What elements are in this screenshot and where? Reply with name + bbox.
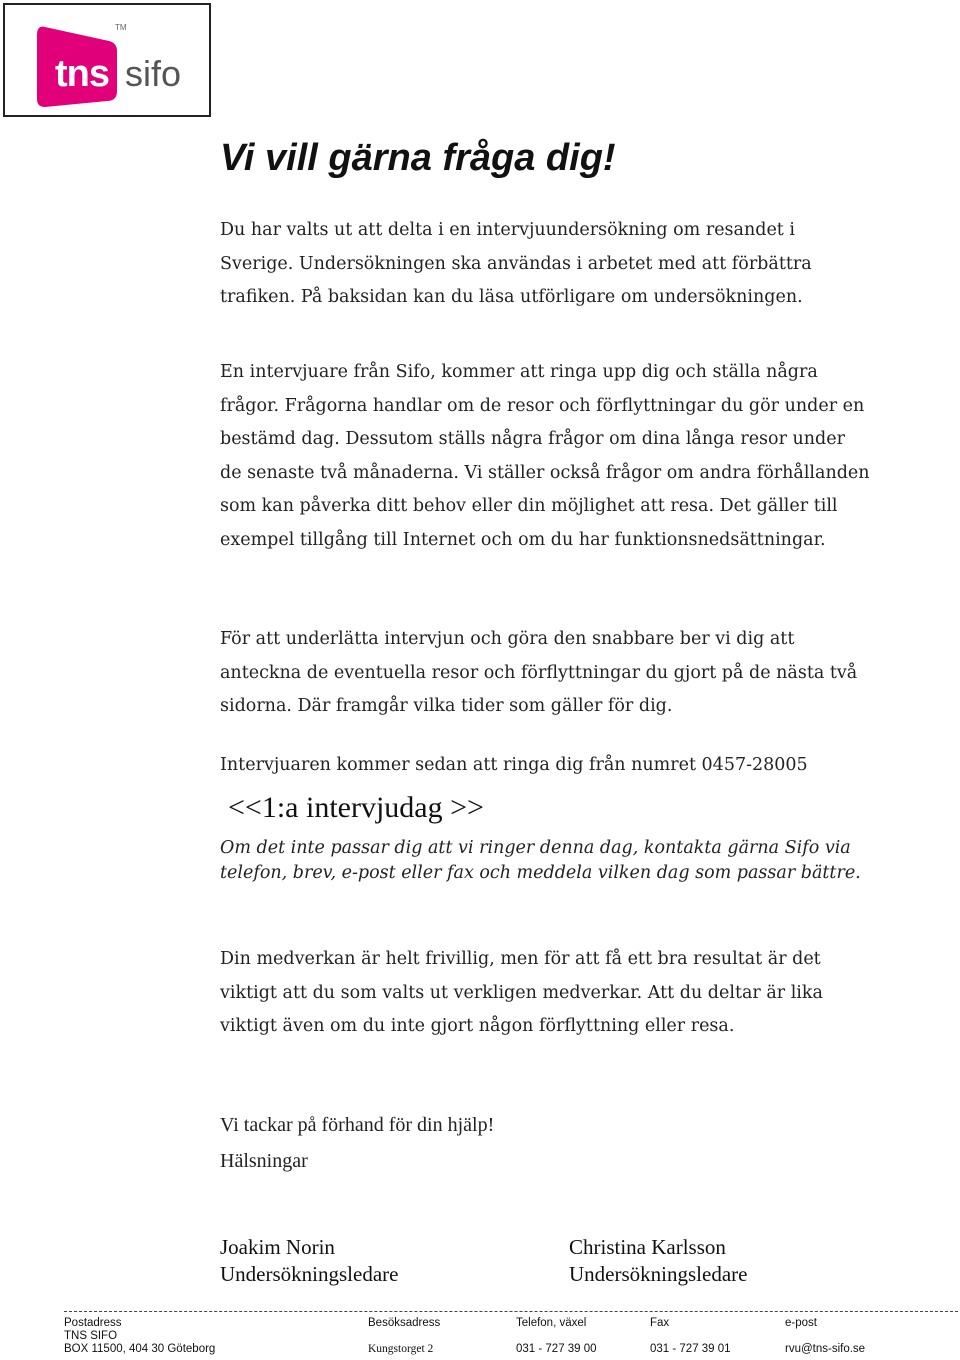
phone-number-paragraph: Intervjuaren kommer sedan att ringa dig från numret 0457-28005 bbox=[220, 755, 808, 775]
logo-text-sifo: sifo bbox=[125, 53, 182, 94]
closing-block bbox=[220, 1107, 870, 1179]
footer-postal-address bbox=[64, 1317, 215, 1356]
footer-email-link[interactable]: rvu@tns-sifo.se bbox=[785, 1343, 866, 1355]
footer-value: BOX 11500, 404 30 Göteborg bbox=[64, 1343, 216, 1355]
signer-role: Undersökningsledare bbox=[569, 1262, 748, 1286]
logo-text-tns: tns bbox=[55, 53, 109, 95]
letter-title: Vi vill gärna fråga dig! bbox=[220, 137, 616, 179]
signer-name: Joakim Norin bbox=[220, 1235, 335, 1259]
logo-trademark: TM bbox=[115, 23, 127, 32]
letter-footer bbox=[0, 1317, 960, 1360]
footer-divider bbox=[64, 1311, 958, 1312]
interview-day-placeholder: <<1:a intervjudag >> bbox=[228, 791, 484, 824]
footer-header: Postadress bbox=[64, 1317, 122, 1329]
footer-value: 031 - 727 39 00 bbox=[516, 1343, 597, 1355]
voluntary-paragraph: Din medverkan är helt frivillig, men för att få ett bra resultat är det viktigt att du som valts ut verkligen medverkar. Att du deltar är lika viktigt även om du inte gjort någon förflyttning eller resa. bbox=[220, 949, 823, 1036]
contact-note-paragraph: Om det inte passar dig att vi ringer denna dag, kontakta gärna Sifo via telefon, brev, e-post eller fax och meddela vilken dag som passar bättre. bbox=[220, 838, 861, 883]
footer-value: 031 - 727 39 01 bbox=[650, 1343, 731, 1355]
signer-name: Christina Karlsson bbox=[569, 1235, 726, 1259]
signature-block-1 bbox=[220, 1234, 398, 1288]
footer-visit-address bbox=[368, 1317, 440, 1356]
footer-header: e-post bbox=[785, 1317, 817, 1329]
interviewer-paragraph: En intervjuare från Sifo, kommer att ringa upp dig och ställa några frågor. Frågorna handlar om de resor och förflyttningar du gör under en bestämd dag. Dessutom ställs några frågor om dina långa resor under de senaste två månaderna. Vi ställer också frågor om andra förhållanden som kan påverka ditt behov eller din möjlighet att resa. Det gäller till exempel tillgång till Internet och om du har funktionsnedsättningar. bbox=[220, 362, 870, 550]
instructions-paragraph: För att underlätta intervjun och göra den snabbare ber vi dig att anteckna de eventuella resor och förflyttningar du gjort på de nästa två sidorna. Där framgår vilka tider som gäller för dig. bbox=[220, 629, 858, 716]
signature-block-2 bbox=[569, 1234, 747, 1288]
thanks-line: Vi tackar på förhand för din hjälp! bbox=[220, 1114, 495, 1136]
footer-header: Besöksadress bbox=[368, 1317, 441, 1329]
footer-value: Kungstorget 2 bbox=[368, 1343, 434, 1355]
footer-fax bbox=[650, 1317, 731, 1356]
footer-phone bbox=[516, 1317, 597, 1356]
footer-header: Telefon, växel bbox=[516, 1317, 587, 1329]
signer-role: Undersökningsledare bbox=[220, 1262, 399, 1286]
intro-paragraph: Du har valts ut att delta i en intervjuundersökning om resandet i Sverige. Undersökningen ska användas i arbetet med att förbättra trafiken. På baksidan kan du läsa utförligare om undersökningen. bbox=[220, 220, 812, 307]
footer-value: TNS SIFO bbox=[64, 1330, 118, 1342]
footer-header: Fax bbox=[650, 1317, 670, 1329]
greeting-line: Hälsningar bbox=[220, 1150, 308, 1172]
footer-email bbox=[785, 1317, 865, 1356]
company-logo bbox=[3, 3, 211, 117]
